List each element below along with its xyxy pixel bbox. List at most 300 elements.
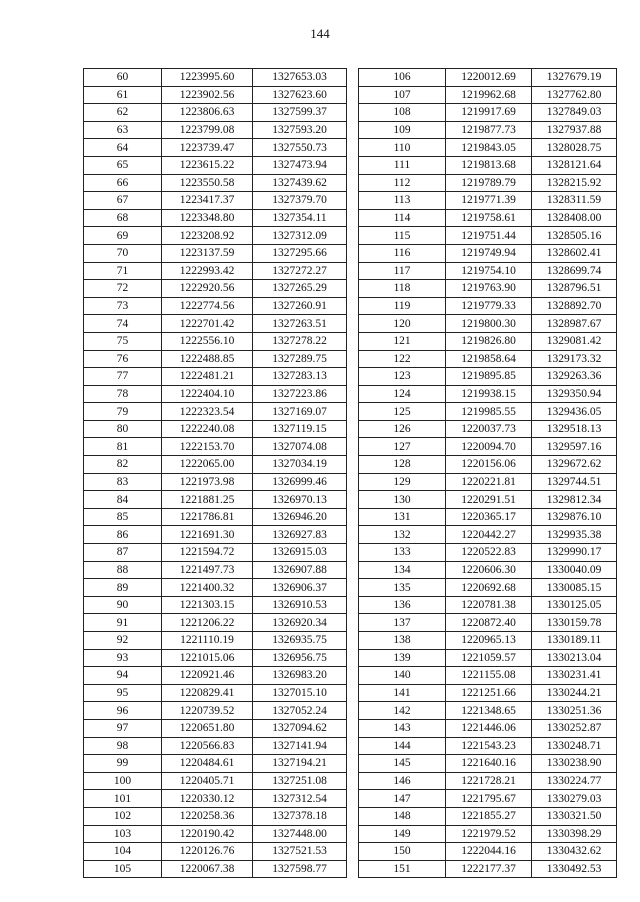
table-row [359,403,617,421]
table-row [84,244,347,262]
table-row [84,790,347,808]
table-row [84,350,347,368]
y-coordinate-cell: 1328408.00 [532,209,617,227]
table-row [359,350,617,368]
y-coordinate-cell: 1327119.15 [253,420,347,438]
y-coordinate-cell: 1328892.70 [532,297,617,315]
x-coordinate-cell: 1220221.81 [446,473,532,491]
table-row [84,86,347,104]
table-row [84,649,347,667]
x-coordinate-cell: 1220291.51 [446,491,532,509]
table-row [84,772,347,790]
table-body-right [359,69,617,878]
y-coordinate-cell: 1330398.29 [532,825,617,843]
point-number-cell: 137 [359,614,446,632]
table-row [359,544,617,562]
table-row [84,702,347,720]
y-coordinate-cell: 1329350.94 [532,385,617,403]
x-coordinate-cell: 1219877.73 [446,121,532,139]
y-coordinate-cell: 1330125.05 [532,596,617,614]
table-row [84,262,347,280]
table-row [359,104,617,122]
y-coordinate-cell: 1327265.29 [253,280,347,298]
point-number-cell: 87 [84,544,162,562]
y-coordinate-cell: 1327260.91 [253,297,347,315]
point-number-cell: 110 [359,139,446,157]
point-number-cell: 78 [84,385,162,403]
table-row [359,614,617,632]
y-coordinate-cell: 1328699.74 [532,262,617,280]
point-number-cell: 99 [84,755,162,773]
point-number-cell: 132 [359,526,446,544]
table-row [84,403,347,421]
table-row [84,807,347,825]
x-coordinate-cell: 1221640.16 [446,755,532,773]
point-number-cell: 112 [359,174,446,192]
x-coordinate-cell: 1220405.71 [162,772,253,790]
table-row [359,262,617,280]
x-coordinate-cell: 1220012.69 [446,69,532,87]
y-coordinate-cell: 1330085.15 [532,579,617,597]
table-row [84,332,347,350]
table-row [84,737,347,755]
y-coordinate-cell: 1327194.21 [253,755,347,773]
y-coordinate-cell: 1330238.90 [532,755,617,773]
x-coordinate-cell: 1220829.41 [162,684,253,702]
y-coordinate-cell: 1329812.34 [532,491,617,509]
table-row [359,244,617,262]
point-number-cell: 127 [359,438,446,456]
table-row [359,332,617,350]
x-coordinate-cell: 1219858.64 [446,350,532,368]
y-coordinate-cell: 1327653.03 [253,69,347,87]
y-coordinate-cell: 1330244.21 [532,684,617,702]
point-number-cell: 126 [359,420,446,438]
point-number-cell: 114 [359,209,446,227]
x-coordinate-cell: 1219938.15 [446,385,532,403]
table-row [359,579,617,597]
y-coordinate-cell: 1328602.41 [532,244,617,262]
y-coordinate-cell: 1327448.00 [253,825,347,843]
table-row [84,825,347,843]
y-coordinate-cell: 1327550.73 [253,139,347,157]
x-coordinate-cell: 1220651.80 [162,719,253,737]
x-coordinate-cell: 1222153.70 [162,438,253,456]
y-coordinate-cell: 1326927.83 [253,526,347,544]
x-coordinate-cell: 1220190.42 [162,825,253,843]
y-coordinate-cell: 1327379.70 [253,192,347,210]
table-row [359,69,617,87]
x-coordinate-cell: 1223208.92 [162,227,253,245]
y-coordinate-cell: 1327074.08 [253,438,347,456]
y-coordinate-cell: 1327473.94 [253,156,347,174]
x-coordinate-cell: 1219895.85 [446,368,532,386]
point-number-cell: 102 [84,807,162,825]
point-number-cell: 143 [359,719,446,737]
point-number-cell: 122 [359,350,446,368]
y-coordinate-cell: 1329672.62 [532,456,617,474]
x-coordinate-cell: 1220522.83 [446,544,532,562]
table-row [359,368,617,386]
point-number-cell: 84 [84,491,162,509]
y-coordinate-cell: 1327223.86 [253,385,347,403]
point-number-cell: 70 [84,244,162,262]
point-number-cell: 146 [359,772,446,790]
table-row [359,280,617,298]
x-coordinate-cell: 1222481.21 [162,368,253,386]
point-number-cell: 92 [84,632,162,650]
point-number-cell: 141 [359,684,446,702]
x-coordinate-cell: 1221497.73 [162,561,253,579]
point-number-cell: 134 [359,561,446,579]
point-number-cell: 61 [84,86,162,104]
table-row [359,843,617,861]
point-number-cell: 101 [84,790,162,808]
table-row [84,755,347,773]
table-row [84,139,347,157]
x-coordinate-cell: 1221303.15 [162,596,253,614]
y-coordinate-cell: 1326970.13 [253,491,347,509]
table-row [359,473,617,491]
point-number-cell: 109 [359,121,446,139]
y-coordinate-cell: 1326999.46 [253,473,347,491]
table-row [84,385,347,403]
y-coordinate-cell: 1329518.13 [532,420,617,438]
y-coordinate-cell: 1328121.64 [532,156,617,174]
point-number-cell: 104 [84,843,162,861]
table-row [359,526,617,544]
point-number-cell: 135 [359,579,446,597]
y-coordinate-cell: 1330279.03 [532,790,617,808]
table-row [84,632,347,650]
table-row [359,227,617,245]
x-coordinate-cell: 1220126.76 [162,843,253,861]
table-row [359,174,617,192]
x-coordinate-cell: 1223902.56 [162,86,253,104]
y-coordinate-cell: 1327439.62 [253,174,347,192]
y-coordinate-cell: 1326920.34 [253,614,347,632]
x-coordinate-cell: 1223799.08 [162,121,253,139]
x-coordinate-cell: 1220330.12 [162,790,253,808]
page-number: 144 [310,26,330,41]
point-number-cell: 77 [84,368,162,386]
y-coordinate-cell: 1326935.75 [253,632,347,650]
table-row [359,508,617,526]
y-coordinate-cell: 1327272.27 [253,262,347,280]
y-coordinate-cell: 1328796.51 [532,280,617,298]
point-number-cell: 75 [84,332,162,350]
x-coordinate-cell: 1219985.55 [446,403,532,421]
y-coordinate-cell: 1327251.08 [253,772,347,790]
y-coordinate-cell: 1326983.20 [253,667,347,685]
point-number-cell: 111 [359,156,446,174]
x-coordinate-cell: 1220067.38 [162,860,253,878]
x-coordinate-cell: 1220037.73 [446,420,532,438]
point-number-cell: 80 [84,420,162,438]
point-number-cell: 136 [359,596,446,614]
point-number-cell: 125 [359,403,446,421]
point-number-cell: 62 [84,104,162,122]
x-coordinate-cell: 1219771.39 [446,192,532,210]
point-number-cell: 116 [359,244,446,262]
table-row [359,456,617,474]
y-coordinate-cell: 1327141.94 [253,737,347,755]
x-coordinate-cell: 1220484.61 [162,755,253,773]
x-coordinate-cell: 1223739.47 [162,139,253,157]
table-row [359,192,617,210]
x-coordinate-cell: 1221728.21 [446,772,532,790]
point-number-cell: 131 [359,508,446,526]
table-row [359,491,617,509]
y-coordinate-cell: 1328987.67 [532,315,617,333]
x-coordinate-cell: 1221446.06 [446,719,532,737]
point-number-cell: 118 [359,280,446,298]
y-coordinate-cell: 1328215.92 [532,174,617,192]
y-coordinate-cell: 1327521.53 [253,843,347,861]
y-coordinate-cell: 1329597.16 [532,438,617,456]
point-number-cell: 120 [359,315,446,333]
table-row [84,860,347,878]
y-coordinate-cell: 1327378.18 [253,807,347,825]
x-coordinate-cell: 1222556.10 [162,332,253,350]
x-coordinate-cell: 1222323.54 [162,403,253,421]
y-coordinate-cell: 1329935.38 [532,526,617,544]
table-row [84,491,347,509]
coordinates-table-left [83,68,347,878]
point-number-cell: 82 [84,456,162,474]
y-coordinate-cell: 1330248.71 [532,737,617,755]
y-coordinate-cell: 1327052.24 [253,702,347,720]
table-row [84,596,347,614]
x-coordinate-cell: 1221059.57 [446,649,532,667]
y-coordinate-cell: 1326906.37 [253,579,347,597]
point-number-cell: 86 [84,526,162,544]
x-coordinate-cell: 1221206.22 [162,614,253,632]
table-row [84,209,347,227]
table-row [359,156,617,174]
y-coordinate-cell: 1330040.09 [532,561,617,579]
x-coordinate-cell: 1220965.13 [446,632,532,650]
x-coordinate-cell: 1219962.68 [446,86,532,104]
y-coordinate-cell: 1329173.32 [532,350,617,368]
point-number-cell: 93 [84,649,162,667]
table-row [359,438,617,456]
y-coordinate-cell: 1329744.51 [532,473,617,491]
x-coordinate-cell: 1222065.00 [162,456,253,474]
point-number-cell: 76 [84,350,162,368]
x-coordinate-cell: 1220692.68 [446,579,532,597]
point-number-cell: 113 [359,192,446,210]
y-coordinate-cell: 1327762.80 [532,86,617,104]
y-coordinate-cell: 1327599.37 [253,104,347,122]
point-number-cell: 128 [359,456,446,474]
x-coordinate-cell: 1221015.06 [162,649,253,667]
table-row [359,737,617,755]
table-row [84,843,347,861]
point-number-cell: 144 [359,737,446,755]
table-row [359,561,617,579]
y-coordinate-cell: 1327295.66 [253,244,347,262]
point-number-cell: 98 [84,737,162,755]
point-number-cell: 64 [84,139,162,157]
table-row [84,315,347,333]
x-coordinate-cell: 1219749.94 [446,244,532,262]
y-coordinate-cell: 1327679.19 [532,69,617,87]
x-coordinate-cell: 1222993.42 [162,262,253,280]
table-row [84,227,347,245]
x-coordinate-cell: 1223806.63 [162,104,253,122]
point-number-cell: 139 [359,649,446,667]
y-coordinate-cell: 1327169.07 [253,403,347,421]
y-coordinate-cell: 1330159.78 [532,614,617,632]
x-coordinate-cell: 1220921.46 [162,667,253,685]
table-row [359,315,617,333]
point-number-cell: 130 [359,491,446,509]
point-number-cell: 79 [84,403,162,421]
x-coordinate-cell: 1220781.38 [446,596,532,614]
x-coordinate-cell: 1222404.10 [162,385,253,403]
y-coordinate-cell: 1327593.20 [253,121,347,139]
point-number-cell: 71 [84,262,162,280]
table-row [84,368,347,386]
table-row [84,526,347,544]
x-coordinate-cell: 1220872.40 [446,614,532,632]
table-row [84,420,347,438]
x-coordinate-cell: 1219826.80 [446,332,532,350]
x-coordinate-cell: 1222488.85 [162,350,253,368]
point-number-cell: 133 [359,544,446,562]
table-row [84,121,347,139]
y-coordinate-cell: 1327312.54 [253,790,347,808]
x-coordinate-cell: 1220365.17 [446,508,532,526]
point-number-cell: 65 [84,156,162,174]
table-row [84,174,347,192]
x-coordinate-cell: 1219800.30 [446,315,532,333]
x-coordinate-cell: 1221400.32 [162,579,253,597]
table-row [84,104,347,122]
point-number-cell: 96 [84,702,162,720]
table-row [84,579,347,597]
table-row [359,420,617,438]
table-row [359,755,617,773]
x-coordinate-cell: 1221155.08 [446,667,532,685]
point-number-cell: 121 [359,332,446,350]
table-row [84,614,347,632]
x-coordinate-cell: 1221691.30 [162,526,253,544]
table-row [359,807,617,825]
x-coordinate-cell: 1221855.27 [446,807,532,825]
x-coordinate-cell: 1219758.61 [446,209,532,227]
y-coordinate-cell: 1327094.62 [253,719,347,737]
point-number-cell: 129 [359,473,446,491]
y-coordinate-cell: 1326915.03 [253,544,347,562]
point-number-cell: 105 [84,860,162,878]
x-coordinate-cell: 1223550.58 [162,174,253,192]
point-number-cell: 151 [359,860,446,878]
x-coordinate-cell: 1221110.19 [162,632,253,650]
x-coordinate-cell: 1222044.16 [446,843,532,861]
table-row [359,772,617,790]
y-coordinate-cell: 1330251.36 [532,702,617,720]
y-coordinate-cell: 1330321.50 [532,807,617,825]
point-number-cell: 107 [359,86,446,104]
x-coordinate-cell: 1223615.22 [162,156,253,174]
point-number-cell: 140 [359,667,446,685]
point-number-cell: 85 [84,508,162,526]
table-row [359,684,617,702]
point-number-cell: 95 [84,684,162,702]
y-coordinate-cell: 1327034.19 [253,456,347,474]
x-coordinate-cell: 1219917.69 [446,104,532,122]
y-coordinate-cell: 1326956.75 [253,649,347,667]
x-coordinate-cell: 1219789.79 [446,174,532,192]
point-number-cell: 89 [84,579,162,597]
point-number-cell: 91 [84,614,162,632]
x-coordinate-cell: 1219763.90 [446,280,532,298]
y-coordinate-cell: 1326907.88 [253,561,347,579]
table-row [84,297,347,315]
point-number-cell: 97 [84,719,162,737]
x-coordinate-cell: 1223995.60 [162,69,253,87]
table-row [359,209,617,227]
x-coordinate-cell: 1221251.66 [446,684,532,702]
y-coordinate-cell: 1327278.22 [253,332,347,350]
table-row [84,667,347,685]
x-coordinate-cell: 1222240.08 [162,420,253,438]
point-number-cell: 90 [84,596,162,614]
point-number-cell: 72 [84,280,162,298]
point-number-cell: 100 [84,772,162,790]
y-coordinate-cell: 1326910.53 [253,596,347,614]
y-coordinate-cell: 1329263.36 [532,368,617,386]
point-number-cell: 142 [359,702,446,720]
table-row [359,702,617,720]
y-coordinate-cell: 1330189.11 [532,632,617,650]
table-row [359,385,617,403]
point-number-cell: 103 [84,825,162,843]
x-coordinate-cell: 1219813.68 [446,156,532,174]
table-row [359,649,617,667]
table-row [84,69,347,87]
y-coordinate-cell: 1330224.77 [532,772,617,790]
y-coordinate-cell: 1330432.62 [532,843,617,861]
table-row [84,508,347,526]
table-row [84,192,347,210]
x-coordinate-cell: 1221881.25 [162,491,253,509]
point-number-cell: 119 [359,297,446,315]
y-coordinate-cell: 1330231.41 [532,667,617,685]
x-coordinate-cell: 1221594.72 [162,544,253,562]
x-coordinate-cell: 1221795.67 [446,790,532,808]
y-coordinate-cell: 1328028.75 [532,139,617,157]
x-coordinate-cell: 1221979.52 [446,825,532,843]
x-coordinate-cell: 1222920.56 [162,280,253,298]
y-coordinate-cell: 1327263.51 [253,315,347,333]
table-row [84,280,347,298]
point-number-cell: 124 [359,385,446,403]
y-coordinate-cell: 1329876.10 [532,508,617,526]
table-row [359,719,617,737]
coordinates-table-right [358,68,617,878]
x-coordinate-cell: 1219779.33 [446,297,532,315]
table-row [359,790,617,808]
table-row [84,473,347,491]
x-coordinate-cell: 1220606.30 [446,561,532,579]
point-number-cell: 94 [84,667,162,685]
point-number-cell: 74 [84,315,162,333]
x-coordinate-cell: 1219751.44 [446,227,532,245]
table-row [359,86,617,104]
